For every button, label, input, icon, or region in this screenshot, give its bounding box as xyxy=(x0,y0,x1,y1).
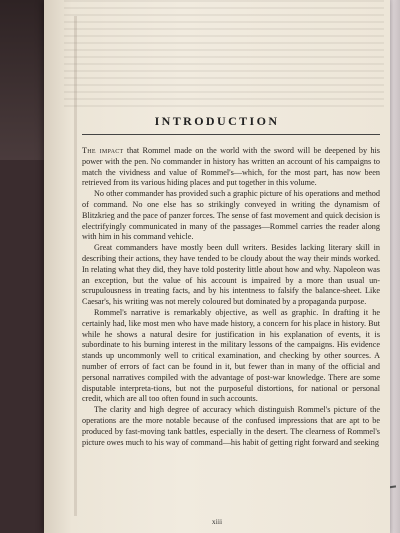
show-through-text xyxy=(64,0,384,110)
paragraph xyxy=(82,405,380,448)
gutter-shadow xyxy=(74,16,77,516)
paragraph xyxy=(82,308,380,405)
paragraph-text: No other commander has provided such a graphic picture of his operations and method of command. No one else has so strikingly conveyed in writing the dynamism of Blitzkrieg and the pace of panzer forces. The sense of fast movement and quick decision is electrifyingly communicated in many of the passages—Rommel carries the reader along with him in his command vehicle. xyxy=(82,189,380,242)
paragraph xyxy=(82,146,380,189)
paragraph xyxy=(82,243,380,308)
paragraph-lead: The impact xyxy=(82,146,124,155)
paragraph-text: Great commanders have mostly been dull writers. Besides lacking literary skill in describing their actions, they have tended to be cloudy about the way their minds worked. In relating what they did, they have told posterity little about how and why. Napoleon was an exception, but the value of his account is impaired by a more than usual un-scrupulousness in treating facts, and by his intentness to falsify the balance-sheet. Like Caesar's, his writing was not merely coloured but dominated by a propaganda purpose. xyxy=(82,243,380,307)
paragraph xyxy=(82,189,380,243)
title-rule xyxy=(82,134,380,135)
book-page xyxy=(44,0,390,533)
paragraph-text: that Rommel made on the world with the sword will be deepened by his power with the pen. No commander in history has written an account of his campaigns to match the vividness and value of Rommel's—which, for the most part, has now been retrieved from its various hiding places and put together in this volume. xyxy=(82,146,380,188)
paragraph-text: The clarity and high degree of accuracy which distinguish Rommel's picture of the operations are the more notable because of the confused impressions that are apt to be produced by fast-moving tank battles, especially in the desert. The clearness of Rommel's picture owes much to his way of command—his habit of getting right forward and seeking xyxy=(82,405,380,447)
paragraph-text: Rommel's narrative is remarkably objective, as well as graphic. In drafting it he certainly had, like most men who have made history, a concern for his place in history. But while he shows a natural desire for justification in his explanation of events, it is subordinate to his burning interest in the military lessons of the campaigns. His evidence stands up uncommonly well to critical examination, and checking by other sources. A number of errors of fact can be found in it, but fewer than in many of the official and personal narratives compiled with the advantage of post-war knowledge. There are some disputable interpreta-tions, but not the purposeful distortions, for national or personal credit, which are all too often found in such accounts. xyxy=(82,307,380,404)
page-title: INTRODUCTION xyxy=(154,114,280,128)
body-text xyxy=(82,146,380,448)
page-number: xiii xyxy=(211,517,223,526)
